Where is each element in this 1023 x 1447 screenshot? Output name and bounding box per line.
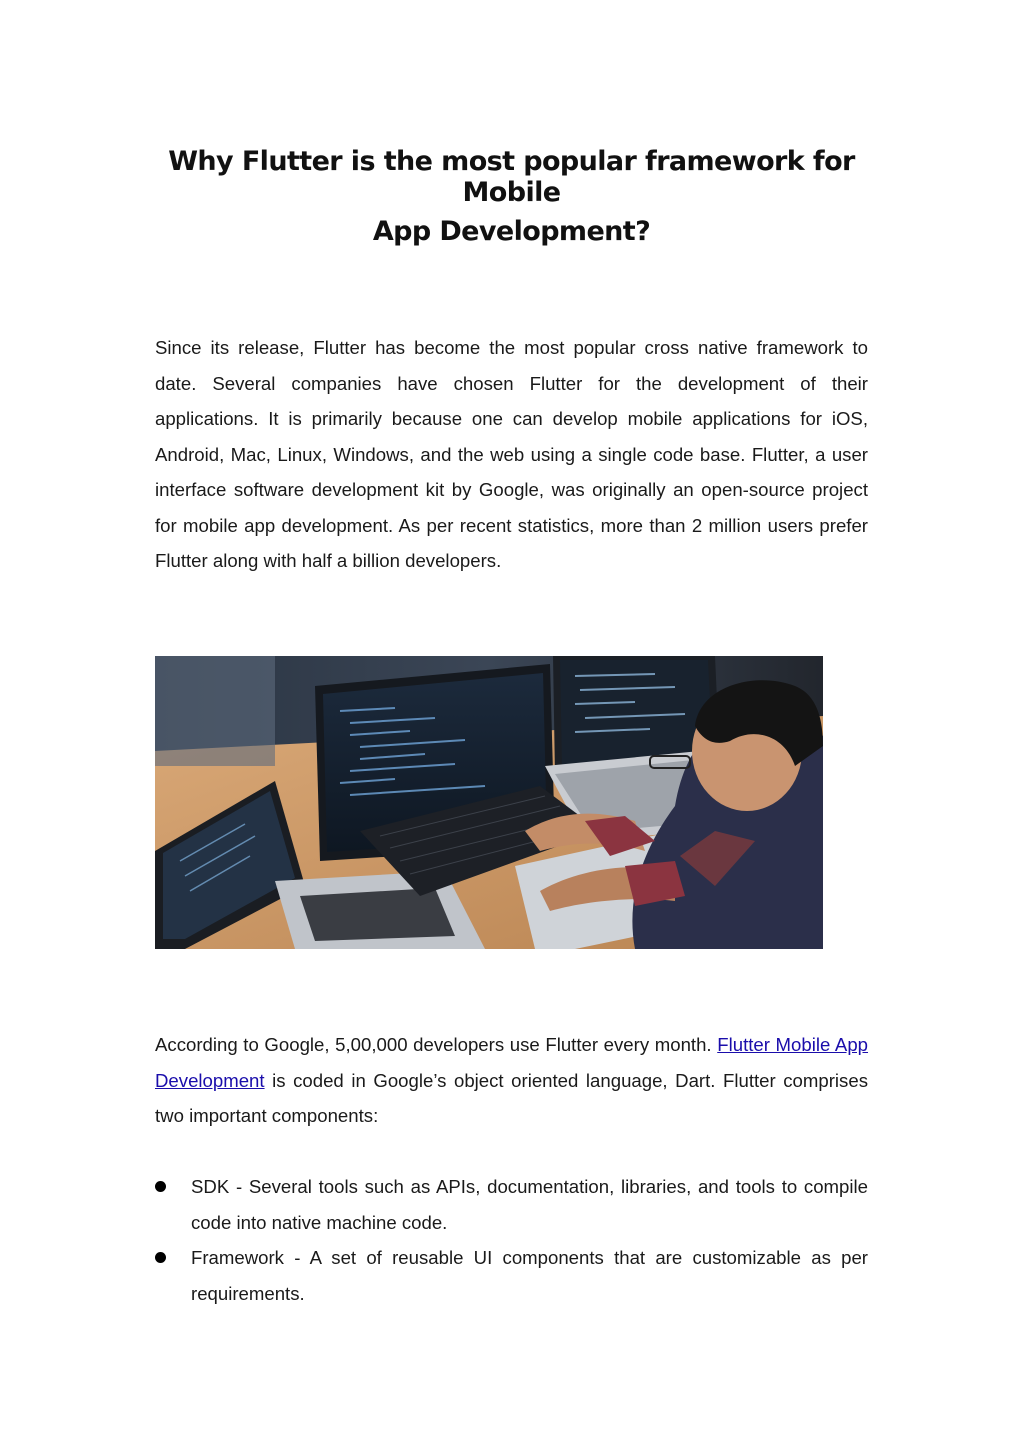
body-paragraph-text-end: is coded in Google’s object oriented language, Dart. Flutter comprises two important components: <box>155 1069 868 1126</box>
page-title-line-2: App Development? <box>372 216 651 247</box>
developer-at-computers-photo <box>155 656 823 949</box>
intro-paragraph: Since its release, Flutter has become the most popular cross native framework to date. Several companies have chosen Flutter for the development of their applications. It is primarily because one can develop mobile applications for iOS, Android, Mac, Linux, Windows, and the web using a single code base. Flutter, a user interface software development kit by Google, was originally an open-source project for mobile app development. As per recent statistics, more than 2 million users prefer Flutter along with half a billion developers. <box>155 337 868 571</box>
body-paragraph <box>155 1027 868 1134</box>
components-bullet-list <box>155 1169 868 1311</box>
bullet-icon <box>155 1181 166 1192</box>
list-item <box>155 1169 868 1240</box>
flutter-mobile-app-development-link[interactable]: Flutter Mobile App Development <box>155 1034 869 1091</box>
bullet-icon <box>155 1252 166 1263</box>
list-item-text: Framework - A set of reusable UI components that are customizable as per requirements. <box>191 1247 868 1304</box>
list-item <box>155 1240 868 1311</box>
body-paragraph-text-start: According to Google, 5,00,000 developers use Flutter every month. <box>155 1034 718 1055</box>
page-title-line-1: Why Flutter is the most popular framework for Mobile <box>168 146 855 208</box>
list-item-text: SDK - Several tools such as APIs, documentation, libraries, and tools to compile code into native machine code. <box>191 1176 868 1233</box>
